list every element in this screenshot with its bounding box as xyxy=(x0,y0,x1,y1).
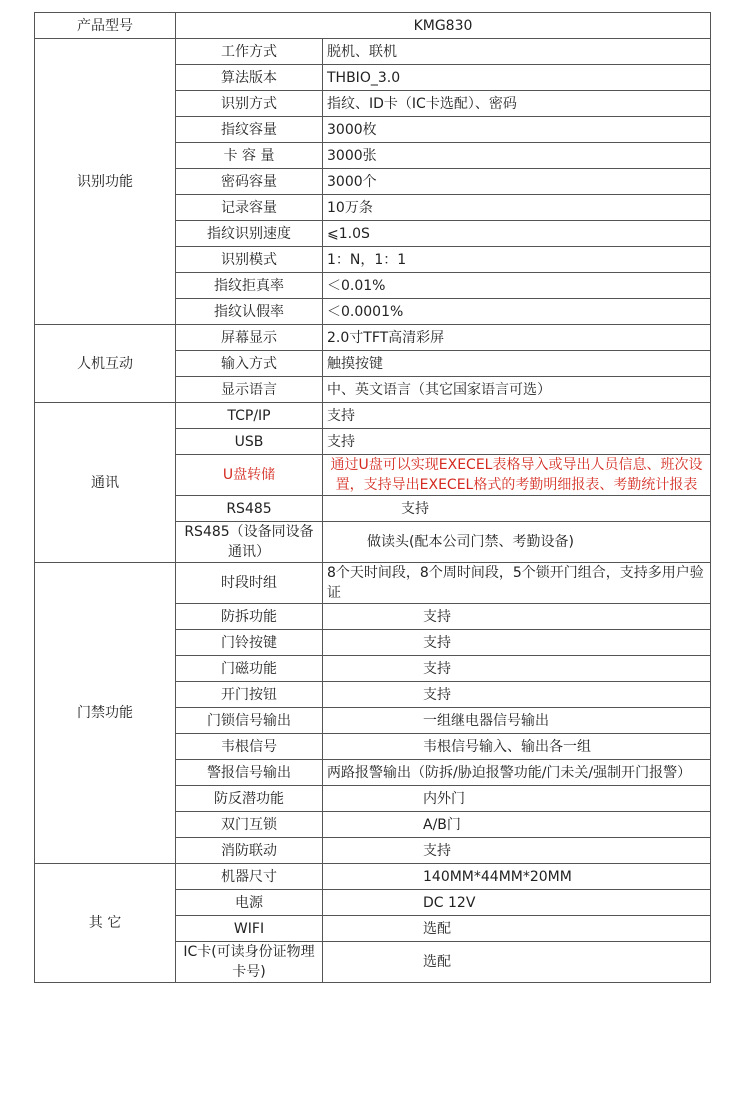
attr-value: 支持 xyxy=(323,838,711,864)
attr-label: IC卡(可读身份证物理卡号) xyxy=(176,942,323,983)
attr-label: 门铃按键 xyxy=(176,630,323,656)
attr-value: 支持 xyxy=(323,656,711,682)
attr-label: RS485 xyxy=(176,496,323,522)
table-row xyxy=(35,563,711,604)
attr-label: U盘转储 xyxy=(176,455,323,496)
attr-value: 支持 xyxy=(323,429,711,455)
attr-label: 屏幕显示 xyxy=(176,325,323,351)
attr-value: 触摸按键 xyxy=(323,351,711,377)
attr-label: 警报信号输出 xyxy=(176,760,323,786)
attr-value: 10万条 xyxy=(323,195,711,221)
attr-label: 指纹识别速度 xyxy=(176,221,323,247)
attr-value: THBIO_3.0 xyxy=(323,65,711,91)
attr-value: 支持 xyxy=(323,496,711,522)
category-hmi: 人机互动 xyxy=(35,325,176,403)
attr-label: 指纹拒真率 xyxy=(176,273,323,299)
category-access-control: 门禁功能 xyxy=(35,563,176,864)
attr-label: RS485（设备同设备通讯） xyxy=(176,522,323,563)
attr-value: 通过U盘可以实现EXECEL表格导入或导出人员信息、班次设置，支持导出EXECEL格式的考勤明细报表、考勤统计报表 xyxy=(323,455,711,496)
attr-value: ＜0.01% xyxy=(323,273,711,299)
attr-label: 门磁功能 xyxy=(176,656,323,682)
attr-label: 双门互锁 xyxy=(176,812,323,838)
attr-value: 支持 xyxy=(323,604,711,630)
model-row xyxy=(35,13,711,39)
attr-label: 工作方式 xyxy=(176,39,323,65)
category-other: 其 它 xyxy=(35,864,176,983)
attr-value: 选配 xyxy=(323,942,711,983)
table-row xyxy=(35,39,711,65)
attr-value: 指纹、ID卡（IC卡选配）、密码 xyxy=(323,91,711,117)
attr-label: 开门按钮 xyxy=(176,682,323,708)
attr-label: 记录容量 xyxy=(176,195,323,221)
attr-value: 3000个 xyxy=(323,169,711,195)
attr-value: 选配 xyxy=(323,916,711,942)
attr-label: 卡 容 量 xyxy=(176,143,323,169)
category-communication: 通讯 xyxy=(35,403,176,563)
attr-value: 支持 xyxy=(323,630,711,656)
attr-label: 输入方式 xyxy=(176,351,323,377)
attr-label: TCP/IP xyxy=(176,403,323,429)
attr-value: 3000张 xyxy=(323,143,711,169)
attr-value: 两路报警输出（防拆/胁迫报警功能/门未关/强制开门报警） xyxy=(323,760,711,786)
attr-label: 时段时组 xyxy=(176,563,323,604)
attr-label: 机器尺寸 xyxy=(176,864,323,890)
attr-label: USB xyxy=(176,429,323,455)
attr-value: 内外门 xyxy=(323,786,711,812)
attr-value: 8个天时间段，8个周时间段，5个锁开门组合，支持多用户验证 xyxy=(323,563,711,604)
table-row xyxy=(35,325,711,351)
attr-label: 指纹容量 xyxy=(176,117,323,143)
attr-label: 防反潜功能 xyxy=(176,786,323,812)
attr-label: 韦根信号 xyxy=(176,734,323,760)
attr-value: ⩽1.0S xyxy=(323,221,711,247)
attr-label: WIFI xyxy=(176,916,323,942)
spec-table xyxy=(34,12,711,983)
table-row xyxy=(35,403,711,429)
category-recognition: 识别功能 xyxy=(35,39,176,325)
attr-label: 指纹认假率 xyxy=(176,299,323,325)
attr-value: ＜0.0001% xyxy=(323,299,711,325)
model-value: KMG830 xyxy=(176,13,711,39)
attr-label: 电源 xyxy=(176,890,323,916)
attr-value: 140MM*44MM*20MM xyxy=(323,864,711,890)
attr-label: 识别方式 xyxy=(176,91,323,117)
attr-value: 一组继电器信号输出 xyxy=(323,708,711,734)
attr-value: 脱机、联机 xyxy=(323,39,711,65)
attr-value: DC 12V xyxy=(323,890,711,916)
model-label: 产品型号 xyxy=(35,13,176,39)
attr-value: 3000枚 xyxy=(323,117,711,143)
attr-value: A/B门 xyxy=(323,812,711,838)
attr-label: 密码容量 xyxy=(176,169,323,195)
attr-value: 韦根信号输入、输出各一组 xyxy=(323,734,711,760)
attr-value: 做读头(配本公司门禁、考勤设备) xyxy=(323,522,711,563)
attr-label: 算法版本 xyxy=(176,65,323,91)
attr-value: 支持 xyxy=(323,682,711,708)
attr-value: 1：N，1：1 xyxy=(323,247,711,273)
attr-label: 门锁信号输出 xyxy=(176,708,323,734)
attr-label: 消防联动 xyxy=(176,838,323,864)
attr-value: 支持 xyxy=(323,403,711,429)
attr-label: 显示语言 xyxy=(176,377,323,403)
attr-value: 中、英文语言（其它国家语言可选） xyxy=(323,377,711,403)
attr-label: 防拆功能 xyxy=(176,604,323,630)
attr-value: 2.0寸TFT高清彩屏 xyxy=(323,325,711,351)
table-row xyxy=(35,864,711,890)
attr-label: 识别模式 xyxy=(176,247,323,273)
